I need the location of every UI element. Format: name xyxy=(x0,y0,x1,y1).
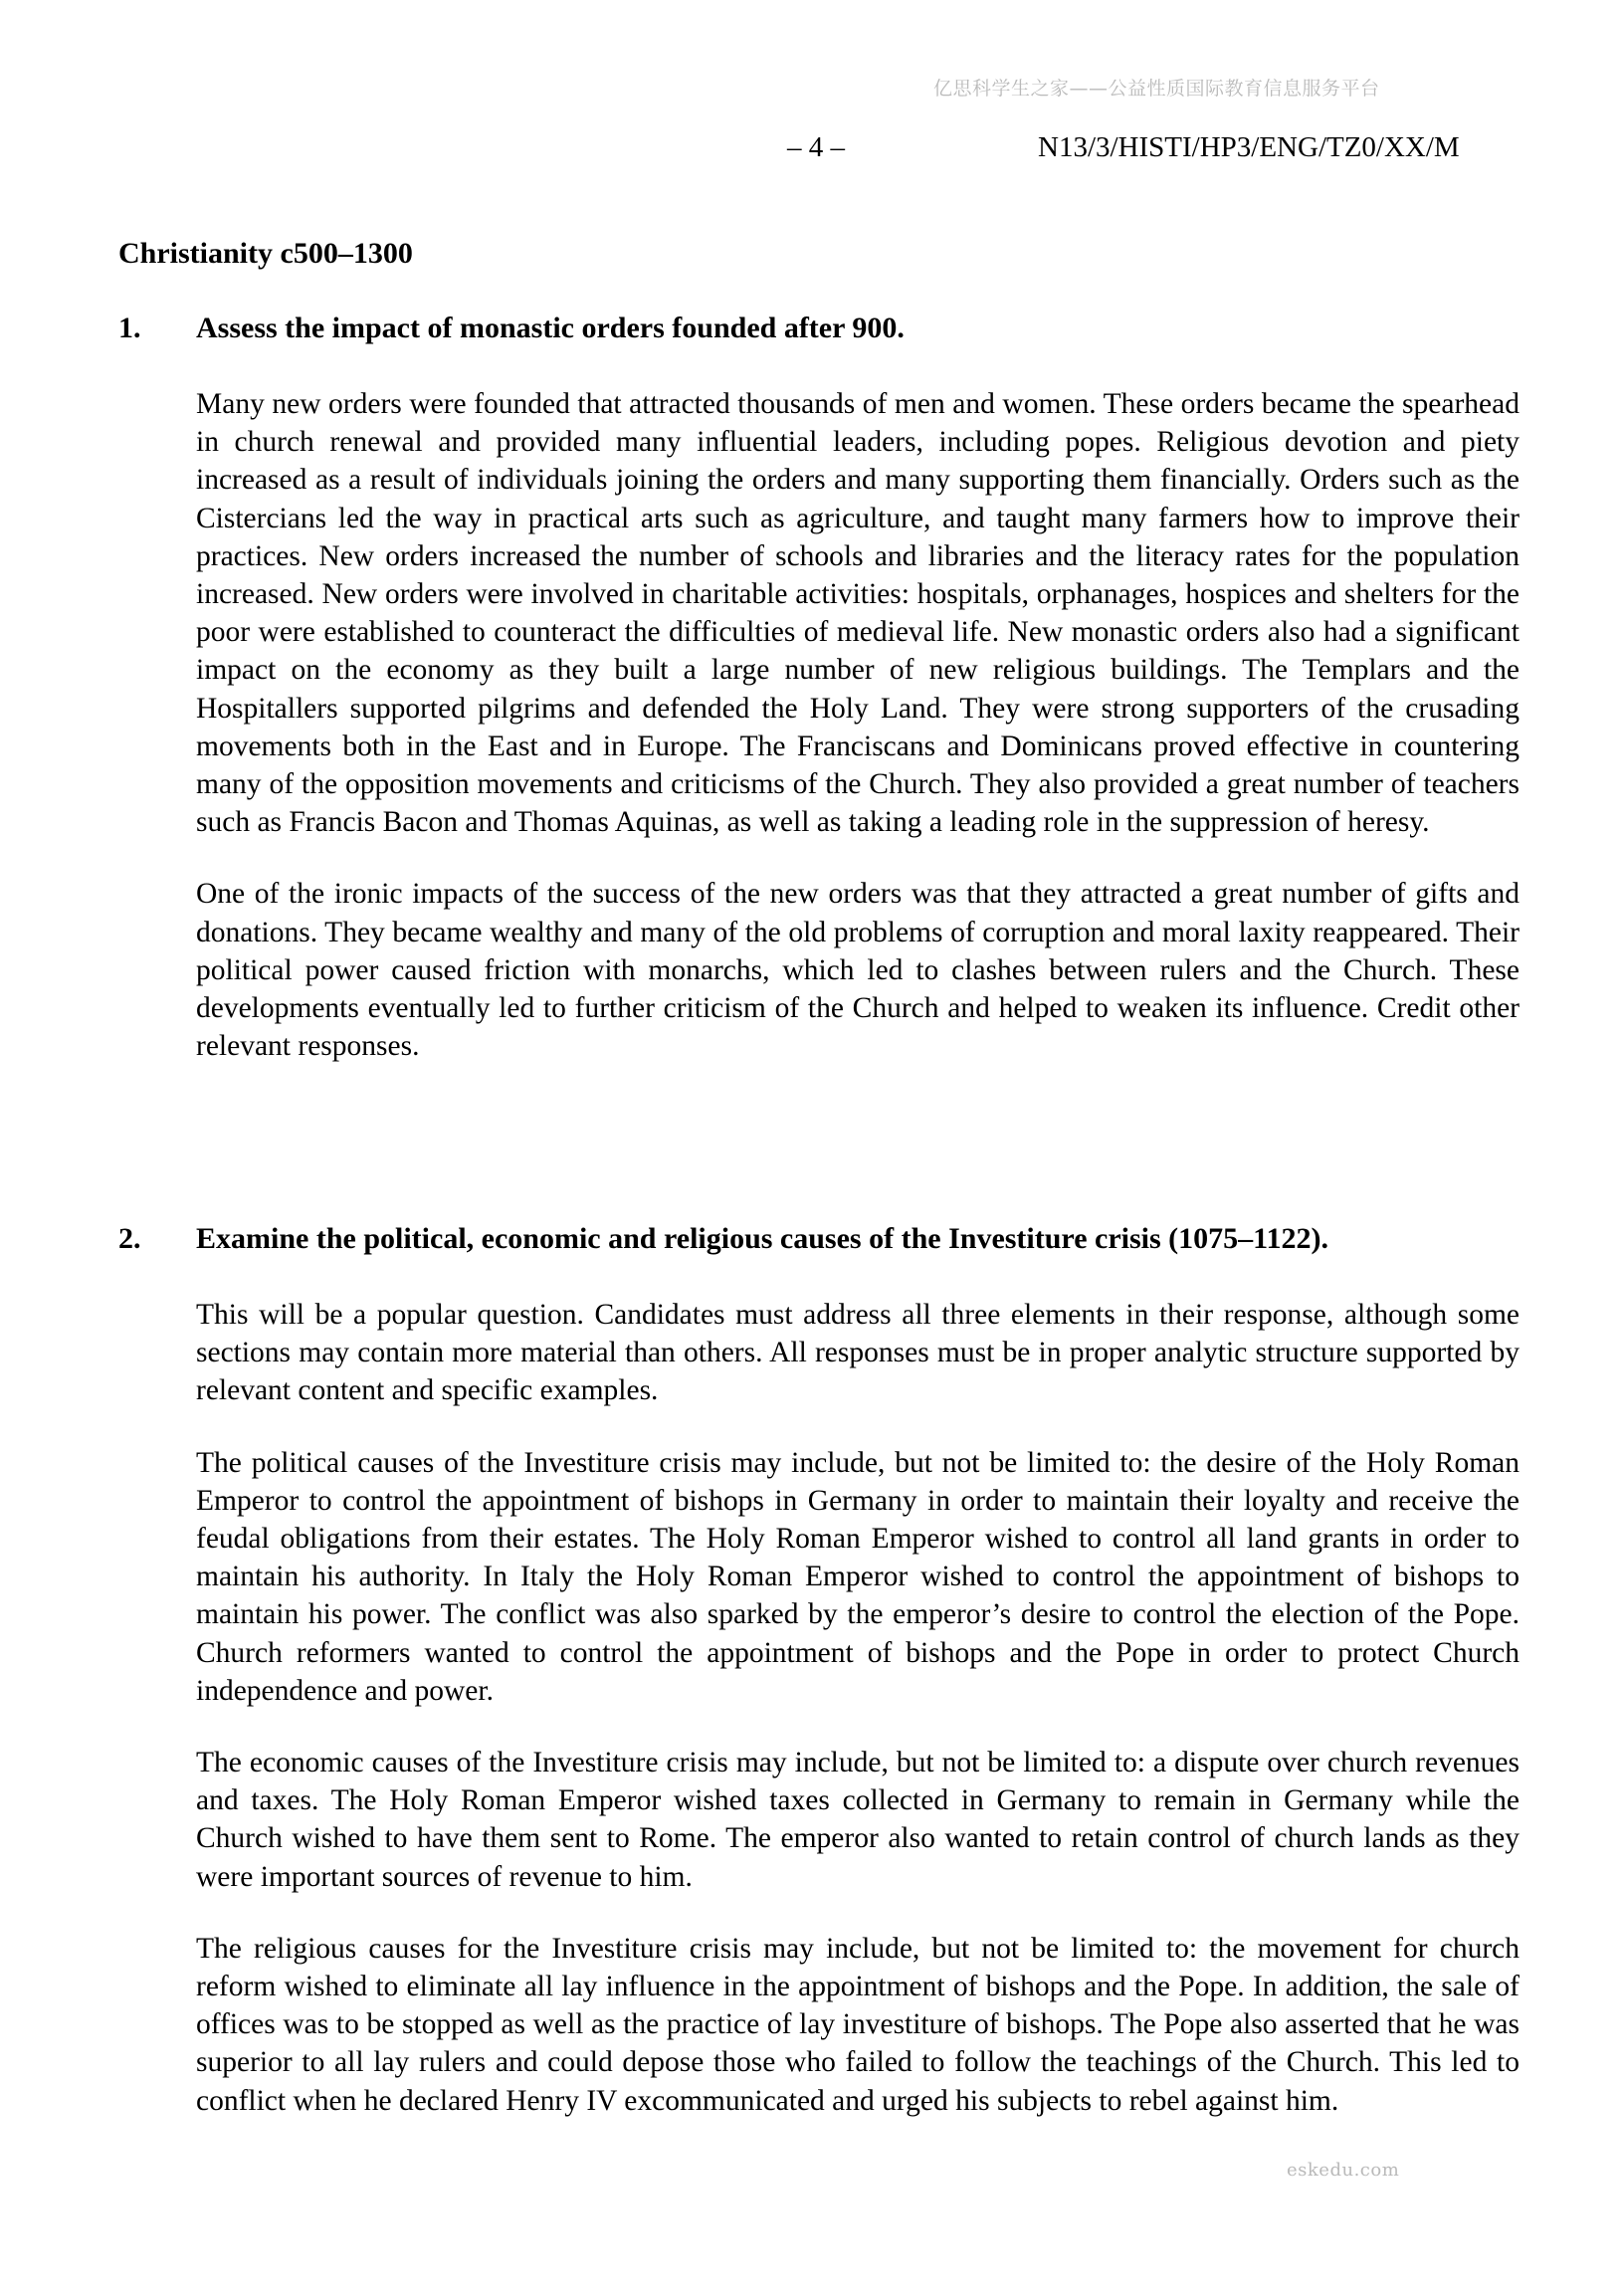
header-watermark: 亿思科学生之家——公益性质国际教育信息服务平台 xyxy=(933,78,1380,100)
question-number: 2. xyxy=(118,1222,141,1255)
answer-paragraph: The political causes of the Investiture crisis may include, but not be limited to: the desire of the Holy Roman Emperor to control the appointment of bishops in Germany in order to maintain their loyalty and receive the feudal obligations from their estates. The Holy Roman Emperor wished to control all land grants in order to maintain his authority. In Italy the Holy Roman Emperor wished to control the appointment of bishops to maintain his power. The conflict was also sparked by the emperor’s desire to control the election of the Pope. Church reformers wanted to control the appointment of bishops and the Pope in order to protect Church independence and power. xyxy=(196,1446,1520,1707)
page-number: – 4 – xyxy=(787,131,845,163)
question-2 xyxy=(118,1218,1522,2120)
answer-paragraph: The economic causes of the Investiture crisis may include, but not be limited to: a dispute over church revenues and taxes. The Holy Roman Emperor wished taxes collected in Germany to remain in Germany while the Church wished to have them sent to Rome. The emperor also wanted to retain control of church lands as they were important sources of revenue to him. xyxy=(196,1747,1520,1893)
question-title: Assess the impact of monastic orders founded after 900. xyxy=(196,312,905,344)
question-title: Examine the political, economic and religious causes of the Investiture crisis (1075–1122). xyxy=(196,1222,1328,1255)
footer-watermark: eskedu.com xyxy=(1287,2160,1400,2181)
answer-paragraph: Many new orders were founded that attracted thousands of men and women. These orders became the spearhead in church renewal and provided many influential leaders, including popes. Religious devotion and piety increased as a result of individuals joining the orders and many supporting them financially. Orders such as the Cistercians led the way in practical arts such as agriculture, and taught many farmers how to improve their practices. New orders increased the number of schools and libraries and the literacy rates for the population increased. New orders were involved in charitable activities: hospitals, orphanages, hospices and shelters for the poor were established to counteract the difficulties of medieval life. New monastic orders also had a significant impact on the economy as they built a large number of new religious buildings. The Templars and the Hospitallers supported pilgrims and defended the Holy Land. They were strong supporters of the crusading movements both in the East and in Europe. The Franciscans and Dominicans proved effective in countering many of the opposition movements and criticisms of the Church. They also provided a great number of teachers such as Francis Bacon and Thomas Aquinas, as well as taking a leading role in the suppression of heresy. xyxy=(196,388,1520,839)
section-title: Christianity c500–1300 xyxy=(118,237,413,270)
answer-paragraph: The religious causes for the Investiture crisis may include, but not be limited to: the movement for church reform wished to eliminate all lay influence in the appointment of bishops and the Pope. In addition, the sale of offices was to be stopped as well as the practice of lay investiture of bishops. The Pope also asserted that he was superior to all lay rulers and could depose those who failed to follow the teachings of the Church. This led to conflict when he declared Henry IV excommunicated and urged his subjects to rebel against him. xyxy=(196,1932,1520,2117)
question-heading xyxy=(118,308,1522,349)
question-1 xyxy=(118,308,1522,1065)
answer-paragraph: This will be a popular question. Candidates must address all three elements in their response, although some sections may contain more material than others. All responses must be in proper analytic structure supported by relevant content and specific examples. xyxy=(196,1299,1520,1407)
question-number: 1. xyxy=(118,312,141,344)
document-code: N13/3/HISTI/HP3/ENG/TZ0/XX/M xyxy=(1038,131,1460,163)
question-heading xyxy=(118,1218,1522,1260)
answer-paragraph: One of the ironic impacts of the success of the new orders was that they attracted a great number of gifts and donations. They became wealthy and many of the old problems of corruption and moral laxity reappeared. Their political power caused friction with monarchs, which led to clashes between rulers and the Church. These developments eventually led to further criticism of the Church and helped to weaken its influence. Credit other relevant responses. xyxy=(196,878,1520,1063)
